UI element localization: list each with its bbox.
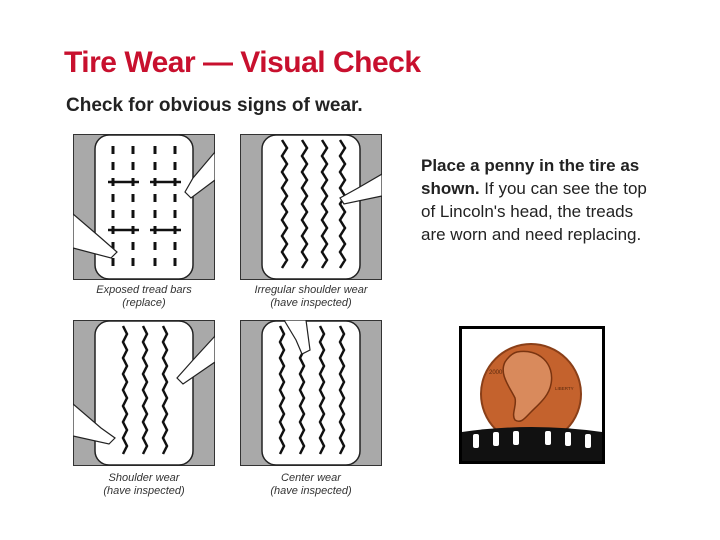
caption-shoulder-wear: Shoulder wear (have inspected) (103, 472, 185, 497)
penny-test-illustration (459, 326, 605, 464)
page-title: Tire Wear — Visual Check (64, 46, 421, 79)
tire-illustration-irregular-shoulder-wear (240, 134, 382, 280)
penny-test-instructions-text: If you can see the top of Lincoln's head, the treads are worn and need replacing. (421, 179, 647, 244)
caption-exposed-tread-bars: Exposed tread bars (replace) (96, 284, 192, 309)
caption-irregular-shoulder-wear: Irregular shoulder wear (have inspected) (254, 284, 368, 309)
penny-test-instructions (421, 154, 661, 246)
penny-test-instructions-bold: Place a penny in the tire as shown. (421, 156, 640, 198)
penny-motto: LIBERTY (555, 386, 574, 391)
penny-year: 2000 (489, 370, 503, 376)
tire-illustration-shoulder-wear (73, 320, 215, 466)
caption-center-wear: Center wear (have inspected) (270, 472, 352, 497)
page-subtitle: Check for obvious signs of wear. (66, 95, 363, 116)
tire-illustration-center-wear (240, 320, 382, 466)
tire-illustration-exposed-tread-bars (73, 134, 215, 280)
